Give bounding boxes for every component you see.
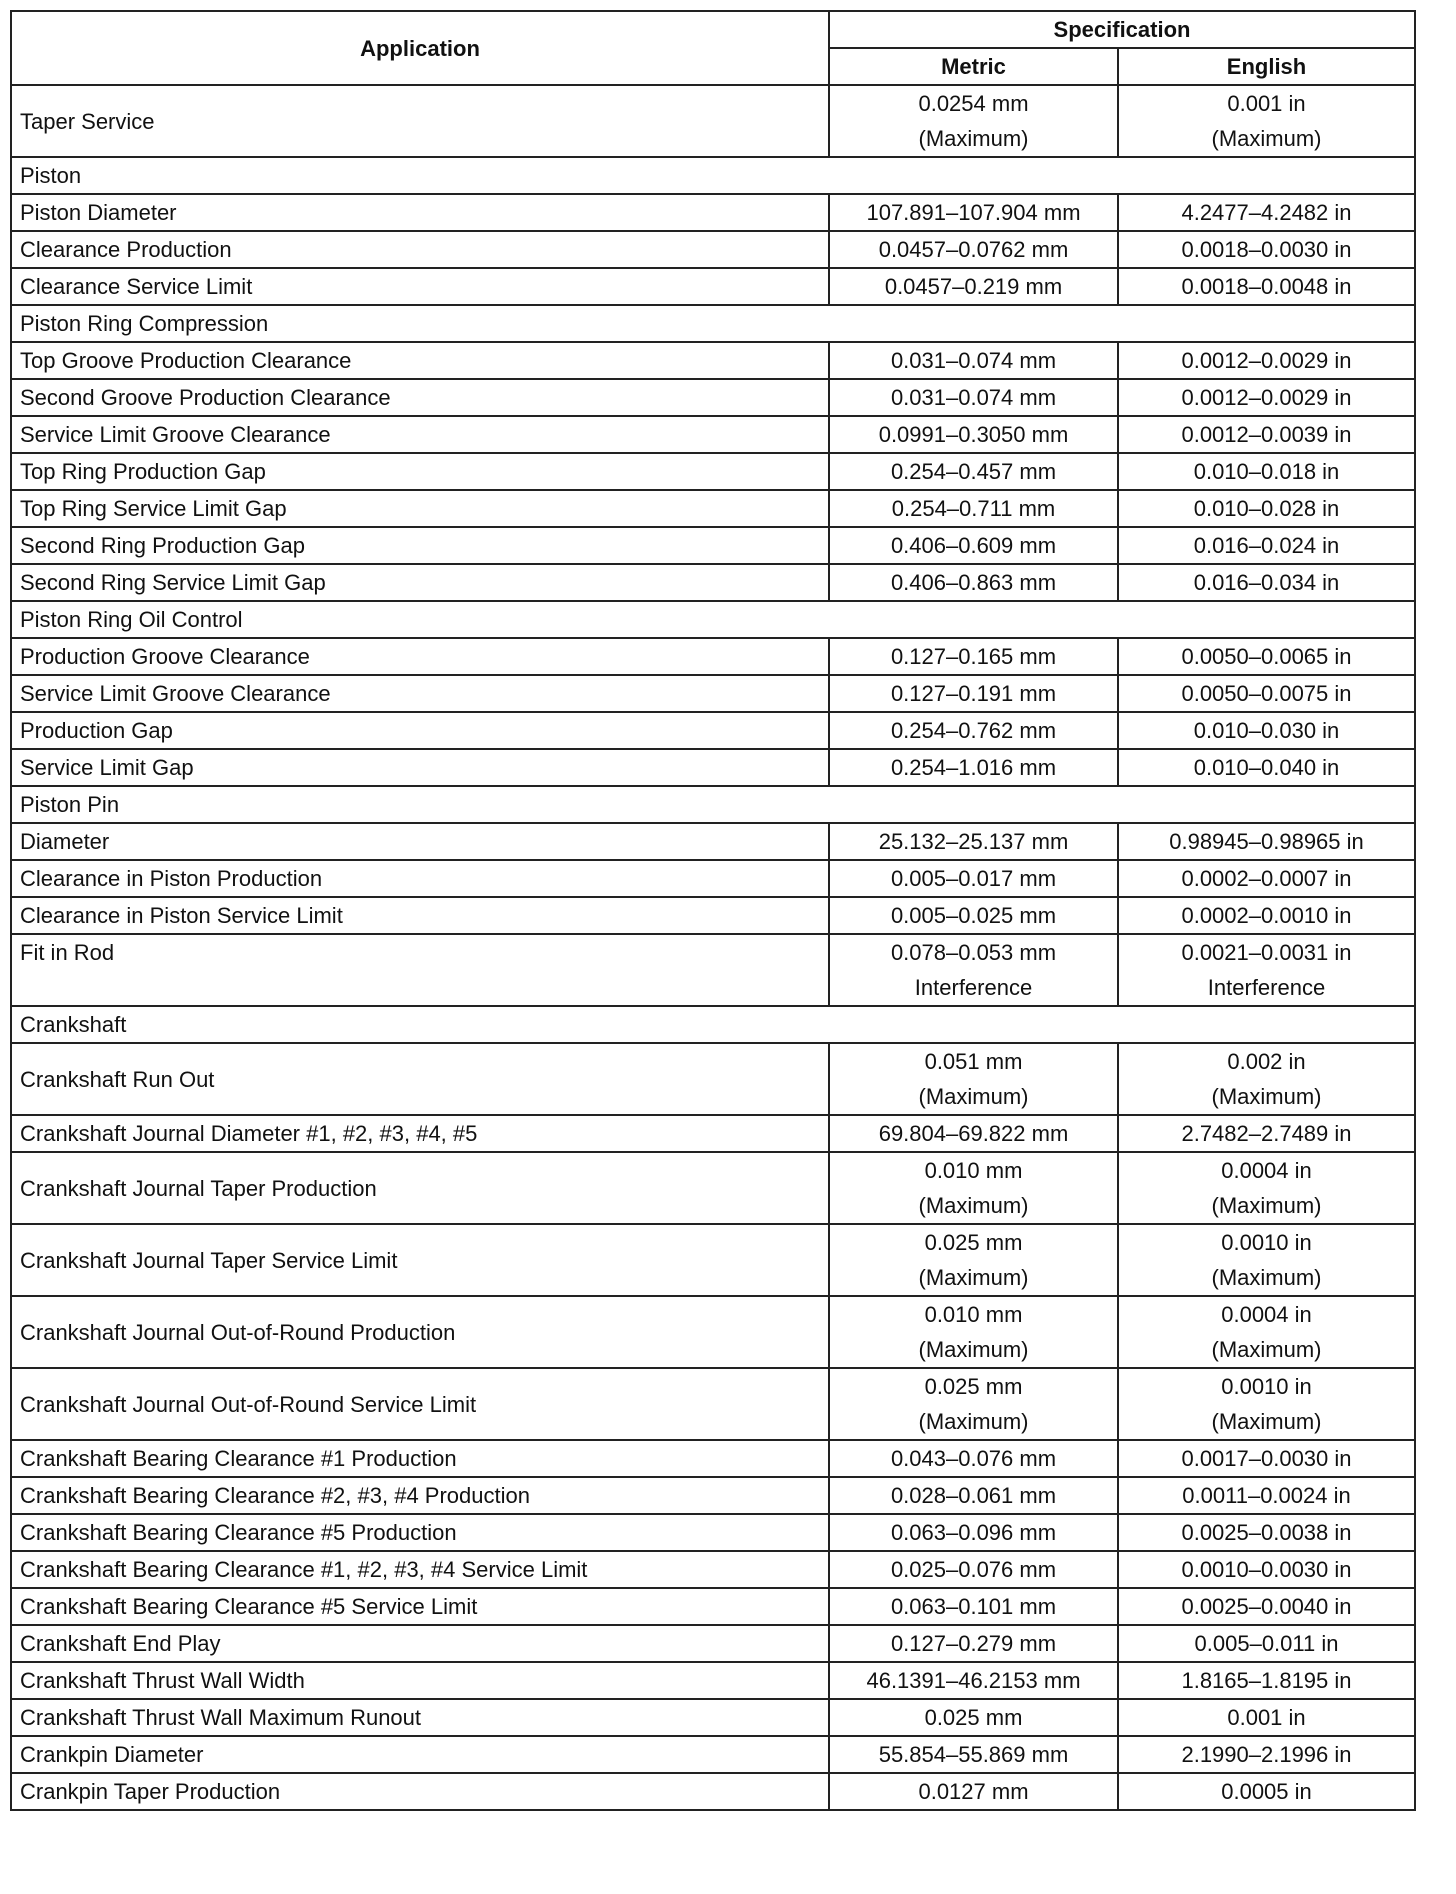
application-cell: Service Limit Gap <box>11 749 829 786</box>
metric-cell-line: 0.127–0.279 mm <box>890 1631 1057 1656</box>
metric-cell <box>829 1043 1118 1115</box>
english-cell-line: (Maximum) <box>1211 1193 1322 1218</box>
english-cell-line: 0.0050–0.0065 in <box>1181 644 1352 669</box>
english-cell-line: 0.002 in <box>1227 1049 1306 1074</box>
english-cell-line: (Maximum) <box>1211 126 1322 151</box>
application-cell: Production Groove Clearance <box>11 638 829 675</box>
category-row <box>11 157 1415 194</box>
table-row <box>11 416 1415 453</box>
application-cell: Fit in Rod <box>11 934 829 1006</box>
metric-cell <box>829 638 1118 675</box>
metric-cell-line: 55.854–55.869 mm <box>878 1742 1069 1767</box>
english-cell <box>1118 268 1415 305</box>
table-row <box>11 1440 1415 1477</box>
metric-cell-line: 0.254–0.762 mm <box>890 718 1057 743</box>
application-cell: Top Ring Production Gap <box>11 453 829 490</box>
english-cell-line: 0.0002–0.0010 in <box>1181 903 1352 928</box>
application-cell: Production Gap <box>11 712 829 749</box>
metric-cell-line: 0.063–0.101 mm <box>890 1594 1057 1619</box>
metric-cell-line: 0.005–0.017 mm <box>890 866 1057 891</box>
application-cell: Crankshaft Journal Diameter #1, #2, #3, #4, #5 <box>11 1115 829 1152</box>
english-cell-line: (Maximum) <box>1211 1409 1322 1434</box>
metric-cell <box>829 527 1118 564</box>
table-row <box>11 85 1415 157</box>
metric-cell-line: 0.025 mm <box>924 1374 1023 1399</box>
application-cell: Crankshaft End Play <box>11 1625 829 1662</box>
table-row <box>11 1043 1415 1115</box>
application-cell: Taper Service <box>11 85 829 157</box>
english-cell-line: (Maximum) <box>1211 1265 1322 1290</box>
english-cell-line: 0.0021–0.0031 in <box>1181 940 1352 965</box>
english-cell <box>1118 638 1415 675</box>
metric-cell-line: 0.051 mm <box>924 1049 1023 1074</box>
english-cell <box>1118 1736 1415 1773</box>
application-cell: Crankshaft Bearing Clearance #1 Production <box>11 1440 829 1477</box>
metric-cell-line: 0.254–0.711 mm <box>891 496 1056 521</box>
english-cell-line: 0.005–0.011 in <box>1194 1631 1339 1656</box>
application-cell: Crankpin Diameter <box>11 1736 829 1773</box>
application-cell: Crankshaft Thrust Wall Width <box>11 1662 829 1699</box>
application-cell: Diameter <box>11 823 829 860</box>
metric-cell-line: 0.406–0.609 mm <box>890 533 1057 558</box>
english-cell-line: 4.2477–4.2482 in <box>1181 200 1352 225</box>
english-cell <box>1118 749 1415 786</box>
english-cell <box>1118 85 1415 157</box>
english-cell <box>1118 1699 1415 1736</box>
metric-cell <box>829 1514 1118 1551</box>
english-cell <box>1118 527 1415 564</box>
metric-cell <box>829 342 1118 379</box>
application-cell: Second Groove Production Clearance <box>11 379 829 416</box>
english-cell <box>1118 453 1415 490</box>
category-label: Piston <box>11 157 1415 194</box>
table-row <box>11 934 1415 1006</box>
table-row <box>11 823 1415 860</box>
english-cell-line: Interference <box>1207 975 1326 1000</box>
application-cell: Clearance in Piston Service Limit <box>11 897 829 934</box>
metric-cell-line: 0.127–0.191 mm <box>890 681 1057 706</box>
english-cell <box>1118 490 1415 527</box>
table-row <box>11 564 1415 601</box>
english-cell-line: (Maximum) <box>1211 1084 1322 1109</box>
english-cell <box>1118 1115 1415 1152</box>
application-cell: Crankshaft Bearing Clearance #5 Service Limit <box>11 1588 829 1625</box>
metric-cell-line: 25.132–25.137 mm <box>878 829 1069 854</box>
metric-cell-line: (Maximum) <box>918 1265 1029 1290</box>
metric-cell <box>829 1699 1118 1736</box>
english-cell <box>1118 897 1415 934</box>
metric-cell <box>829 675 1118 712</box>
table-row <box>11 1773 1415 1810</box>
metric-cell <box>829 194 1118 231</box>
english-cell-line: 0.0012–0.0029 in <box>1181 348 1352 373</box>
english-cell <box>1118 1477 1415 1514</box>
english-cell-line: 0.001 in <box>1227 1705 1306 1730</box>
application-header: Application <box>11 11 829 85</box>
english-cell-line: 0.0012–0.0029 in <box>1181 385 1352 410</box>
metric-cell-line: Interference <box>914 975 1033 1000</box>
english-cell <box>1118 1588 1415 1625</box>
table-row <box>11 342 1415 379</box>
metric-cell-line: 0.028–0.061 mm <box>890 1483 1057 1508</box>
specification-header: Specification <box>829 11 1415 48</box>
english-cell-line: 0.0050–0.0075 in <box>1181 681 1352 706</box>
metric-cell <box>829 416 1118 453</box>
table-row <box>11 675 1415 712</box>
english-cell <box>1118 1773 1415 1810</box>
table-row <box>11 1514 1415 1551</box>
english-cell <box>1118 1152 1415 1224</box>
english-cell-line: 0.0025–0.0038 in <box>1181 1520 1352 1545</box>
table-row <box>11 1551 1415 1588</box>
english-cell-line: 1.8165–1.8195 in <box>1181 1668 1352 1693</box>
metric-cell <box>829 897 1118 934</box>
english-cell-line: 0.010–0.028 in <box>1193 496 1340 521</box>
table-row <box>11 490 1415 527</box>
metric-cell-line: 0.005–0.025 mm <box>890 903 1057 928</box>
metric-cell-line: (Maximum) <box>918 1193 1029 1218</box>
table-row <box>11 638 1415 675</box>
table-row <box>11 1477 1415 1514</box>
metric-cell <box>829 490 1118 527</box>
table-header <box>11 11 1415 85</box>
english-cell <box>1118 712 1415 749</box>
application-cell: Top Groove Production Clearance <box>11 342 829 379</box>
metric-cell <box>829 1440 1118 1477</box>
table-row <box>11 1736 1415 1773</box>
english-cell-line: (Maximum) <box>1211 1337 1322 1362</box>
metric-cell-line: 0.010 mm <box>924 1158 1023 1183</box>
metric-cell <box>829 1773 1118 1810</box>
application-cell: Crankshaft Journal Taper Service Limit <box>11 1224 829 1296</box>
table-row <box>11 453 1415 490</box>
metric-cell <box>829 231 1118 268</box>
metric-cell <box>829 1588 1118 1625</box>
english-cell <box>1118 934 1415 1006</box>
english-cell-line: 0.0005 in <box>1221 1779 1312 1804</box>
category-row <box>11 786 1415 823</box>
application-cell: Service Limit Groove Clearance <box>11 416 829 453</box>
english-cell <box>1118 675 1415 712</box>
english-cell-line: 0.0010 in <box>1221 1374 1312 1399</box>
metric-cell <box>829 1625 1118 1662</box>
application-cell: Clearance Production <box>11 231 829 268</box>
english-cell <box>1118 1551 1415 1588</box>
metric-cell <box>829 1477 1118 1514</box>
application-cell: Service Limit Groove Clearance <box>11 675 829 712</box>
metric-cell <box>829 268 1118 305</box>
metric-cell <box>829 85 1118 157</box>
metric-cell-line: 0.127–0.165 mm <box>890 644 1057 669</box>
english-cell-line: 0.0025–0.0040 in <box>1181 1594 1352 1619</box>
table-row <box>11 194 1415 231</box>
english-cell <box>1118 231 1415 268</box>
english-cell <box>1118 1296 1415 1368</box>
metric-cell-line: 0.0127 mm <box>918 1779 1029 1804</box>
metric-cell <box>829 1152 1118 1224</box>
table-body <box>11 85 1415 1810</box>
table-row <box>11 712 1415 749</box>
application-cell: Crankpin Taper Production <box>11 1773 829 1810</box>
table-row <box>11 1699 1415 1736</box>
english-cell <box>1118 860 1415 897</box>
english-cell-line: 2.7482–2.7489 in <box>1181 1121 1352 1146</box>
metric-cell-line: 0.0457–0.0762 mm <box>878 237 1069 262</box>
table-row <box>11 1224 1415 1296</box>
metric-cell-line: 0.031–0.074 mm <box>890 385 1057 410</box>
metric-cell-line: 0.254–1.016 mm <box>890 755 1057 780</box>
category-label: Piston Ring Oil Control <box>11 601 1415 638</box>
application-cell: Crankshaft Bearing Clearance #2, #3, #4 Production <box>11 1477 829 1514</box>
english-cell <box>1118 1224 1415 1296</box>
metric-cell <box>829 453 1118 490</box>
application-cell: Crankshaft Journal Out-of-Round Production <box>11 1296 829 1368</box>
application-cell: Top Ring Service Limit Gap <box>11 490 829 527</box>
english-cell-line: 0.0011–0.0024 in <box>1182 1483 1351 1508</box>
specification-table <box>10 10 1416 1811</box>
table-row <box>11 749 1415 786</box>
metric-cell <box>829 934 1118 1006</box>
english-cell-line: 0.0018–0.0030 in <box>1181 237 1352 262</box>
metric-cell-line: 0.0254 mm <box>918 91 1029 116</box>
table-row <box>11 1662 1415 1699</box>
english-header: English <box>1118 48 1415 85</box>
english-cell <box>1118 1514 1415 1551</box>
metric-cell <box>829 1224 1118 1296</box>
category-row <box>11 601 1415 638</box>
english-cell-line: 0.0012–0.0039 in <box>1181 422 1352 447</box>
table-row <box>11 1625 1415 1662</box>
english-cell <box>1118 564 1415 601</box>
application-cell: Crankshaft Journal Taper Production <box>11 1152 829 1224</box>
application-cell: Crankshaft Bearing Clearance #5 Production <box>11 1514 829 1551</box>
english-cell-line: 0.0010–0.0030 in <box>1181 1557 1352 1582</box>
table-row <box>11 379 1415 416</box>
metric-cell-line: 0.025 mm <box>924 1705 1023 1730</box>
category-label: Piston Pin <box>11 786 1415 823</box>
category-label: Piston Ring Compression <box>11 305 1415 342</box>
english-cell <box>1118 823 1415 860</box>
table-row <box>11 860 1415 897</box>
metric-cell-line: (Maximum) <box>918 126 1029 151</box>
table-row <box>11 1588 1415 1625</box>
metric-cell-line: 46.1391–46.2153 mm <box>866 1668 1081 1693</box>
metric-cell <box>829 1115 1118 1152</box>
metric-cell <box>829 712 1118 749</box>
table-row <box>11 1115 1415 1152</box>
metric-cell <box>829 564 1118 601</box>
metric-cell-line: 0.031–0.074 mm <box>890 348 1057 373</box>
application-cell: Second Ring Production Gap <box>11 527 829 564</box>
metric-cell-line: 0.010 mm <box>924 1302 1023 1327</box>
metric-cell-line: (Maximum) <box>918 1337 1029 1362</box>
table-row <box>11 268 1415 305</box>
metric-cell-line: 0.0991–0.3050 mm <box>878 422 1069 447</box>
metric-cell <box>829 860 1118 897</box>
table-row <box>11 1296 1415 1368</box>
metric-cell-line: 0.406–0.863 mm <box>890 570 1057 595</box>
metric-cell <box>829 749 1118 786</box>
metric-cell <box>829 1736 1118 1773</box>
metric-cell-line: 69.804–69.822 mm <box>878 1121 1069 1146</box>
application-cell: Piston Diameter <box>11 194 829 231</box>
english-cell-line: 0.98945–0.98965 in <box>1169 829 1364 854</box>
english-cell <box>1118 1440 1415 1477</box>
metric-cell <box>829 823 1118 860</box>
metric-cell <box>829 1551 1118 1588</box>
application-cell: Crankshaft Bearing Clearance #1, #2, #3, #4 Service Limit <box>11 1551 829 1588</box>
application-cell: Second Ring Service Limit Gap <box>11 564 829 601</box>
english-cell-line: 0.010–0.040 in <box>1193 755 1340 780</box>
application-cell: Crankshaft Journal Out-of-Round Service Limit <box>11 1368 829 1440</box>
english-cell-line: 0.016–0.034 in <box>1193 570 1340 595</box>
english-cell-line: 0.0017–0.0030 in <box>1181 1446 1352 1471</box>
table-row <box>11 231 1415 268</box>
application-cell: Crankshaft Thrust Wall Maximum Runout <box>11 1699 829 1736</box>
table-row <box>11 1152 1415 1224</box>
english-cell <box>1118 1368 1415 1440</box>
metric-cell-line: 0.063–0.096 mm <box>890 1520 1057 1545</box>
metric-cell-line: 0.043–0.076 mm <box>890 1446 1057 1471</box>
application-cell: Clearance Service Limit <box>11 268 829 305</box>
english-cell-line: 0.0010 in <box>1221 1230 1312 1255</box>
english-cell <box>1118 1625 1415 1662</box>
english-cell-line: 0.001 in <box>1227 91 1306 116</box>
category-label: Crankshaft <box>11 1006 1415 1043</box>
metric-cell <box>829 1662 1118 1699</box>
english-cell <box>1118 1662 1415 1699</box>
english-cell <box>1118 342 1415 379</box>
english-cell-line: 0.010–0.018 in <box>1193 459 1340 484</box>
metric-cell-line: 0.025 mm <box>924 1230 1023 1255</box>
english-cell <box>1118 379 1415 416</box>
application-cell: Crankshaft Run Out <box>11 1043 829 1115</box>
application-cell: Clearance in Piston Production <box>11 860 829 897</box>
english-cell <box>1118 1043 1415 1115</box>
table-row <box>11 1368 1415 1440</box>
metric-cell <box>829 1296 1118 1368</box>
table-row <box>11 897 1415 934</box>
category-row <box>11 1006 1415 1043</box>
metric-cell-line: 0.254–0.457 mm <box>890 459 1057 484</box>
english-cell-line: 0.010–0.030 in <box>1193 718 1340 743</box>
category-row <box>11 305 1415 342</box>
english-cell <box>1118 194 1415 231</box>
english-cell-line: 2.1990–2.1996 in <box>1181 1742 1352 1767</box>
english-cell <box>1118 416 1415 453</box>
english-cell-line: 0.0018–0.0048 in <box>1181 274 1352 299</box>
english-cell-line: 0.0004 in <box>1221 1158 1312 1183</box>
metric-cell-line: 0.078–0.053 mm <box>890 940 1057 965</box>
metric-header: Metric <box>829 48 1118 85</box>
metric-cell-line: 0.0457–0.219 mm <box>884 274 1063 299</box>
metric-cell <box>829 1368 1118 1440</box>
metric-cell-line: 107.891–107.904 mm <box>866 200 1081 225</box>
english-cell-line: 0.016–0.024 in <box>1193 533 1340 558</box>
metric-cell <box>829 379 1118 416</box>
metric-cell-line: (Maximum) <box>918 1409 1029 1434</box>
table-row <box>11 527 1415 564</box>
metric-cell-line: (Maximum) <box>918 1084 1029 1109</box>
metric-cell-line: 0.025–0.076 mm <box>890 1557 1057 1582</box>
english-cell-line: 0.0004 in <box>1221 1302 1312 1327</box>
english-cell-line: 0.0002–0.0007 in <box>1181 866 1352 891</box>
